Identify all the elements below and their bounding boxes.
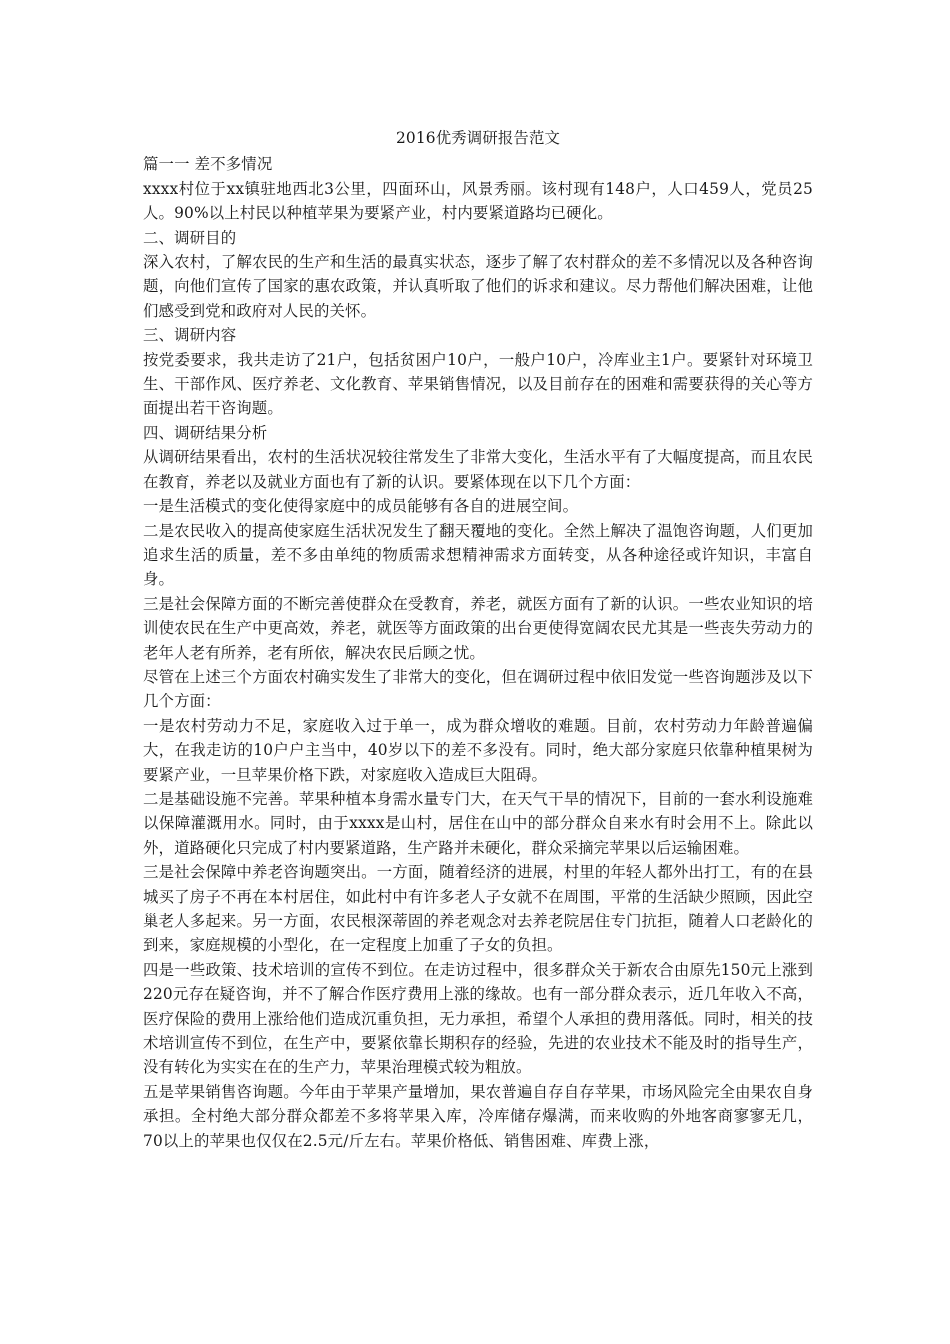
paragraph: 按党委要求，我共走访了21户，包括贫困户10户，一般户10户，冷库业主1户。要紧针对环境卫生、干部作风、医疗养老、文化教育、苹果销售情况，以及目前存在的困难和需要获得的关心等方面提出若干咨询题。 (143, 350, 813, 418)
paragraph: 二是基础设施不完善。苹果种植本身需水量专门大，在天气干旱的情况下，目前的一套水利设施难以保障灌溉用水。同时，由于xxxx是山村，居住在山中的部分群众自来水有时会用不上。除此以外，道路硬化只完成了村内要紧道路，生产路并未硬化，群众采摘完苹果以后运输困难。 (143, 789, 813, 857)
section-heading-content: 三、调研内容 (143, 326, 237, 345)
section-heading-purpose: 二、调研目的 (143, 228, 237, 247)
paragraph: 三是社会保障中养老咨询题突出。一方面，随着经济的进展，村里的年轻人都外出打工，有的在县城买了房子不再在本村居住，如此村中有许多老人子女就不在周围，平常的生活缺少照顾，因此空巢老人多起来。另一方面，农民根深蒂固的养老观念对去养老院居住专门抗拒，随着人口老龄化的到来，家庭规模的小型化，在一定程度上加重了子女的负担。 (143, 863, 813, 955)
paragraph: 一是生活模式的变化使得家庭中的成员能够有各自的进展空间。 (143, 497, 579, 516)
paragraph: xxxx村位于xx镇驻地西北3公里，四面环山，风景秀丽。该村现有148户，人口459人，党员25人。90%以上村民以种植苹果为要紧产业，村内要紧道路均已硬化。 (143, 179, 813, 223)
document-page (143, 126, 813, 1153)
paragraph: 三是社会保障方面的不断完善使群众在受教育，养老，就医方面有了新的认识。一些农业知识的培训使农民在生产中更高效，养老，就医等方面政策的出台更使得宽阔农民尤其是一些丧失劳动力的老年人老有所养，老有所依，解决农民后顾之忧。 (143, 594, 813, 662)
paragraph: 从调研结果看出，农村的生活状况较往常发生了非常大变化，生活水平有了大幅度提高，而且农民在教育，养老以及就业方面也有了新的认识。要紧体现在以下几个方面： (143, 448, 813, 491)
paragraph: 二是农民收入的提高使家庭生活状况发生了翻天覆地的变化。全然上解决了温饱咨询题，人们更加追求生活的质量，差不多由单纯的物质需求想精神需求方面转变，从各种途径或许知识，丰富自身。 (143, 521, 813, 589)
paragraph: 一是农村劳动力不足，家庭收入过于单一，成为群众增收的难题。目前，农村劳动力年龄普遍偏大，在我走访的10户户主当中，40岁以下的差不多没有。同时，绝大部分家庭只依靠种植果树为要紧产业，一旦苹果价格下跌，对家庭收入造成巨大阻碍。 (143, 716, 813, 784)
section-heading-analysis: 四、调研结果分析 (143, 423, 268, 442)
paragraph: 深入农村，了解农民的生产和生活的最真实状态，逐步了解了农村群众的差不多情况以及各种咨询题，向他们宣传了国家的惠农政策，并认真听取了他们的诉求和建议。尽力帮他们解决困难，让他们感受到党和政府对人民的关怀。 (143, 253, 813, 320)
paragraph: 尽管在上述三个方面农村确实发生了非常大的变化，但在调研过程中依旧发觉一些咨询题涉及以下几个方面： (143, 667, 813, 711)
paragraph: 五是苹果销售咨询题。今年由于苹果产量增加，果农普遍自存自存苹果，市场风险完全由果农自身承担。全村绝大部分群众都差不多将苹果入库，冷库储存爆满，而来收购的外地客商寥寥无几，70以上的苹果也仅仅在2.5元/斤左右。苹果价格低、销售困难、库费上涨， (143, 1082, 813, 1150)
section-heading-basic: 篇一一 差不多情况 (143, 155, 273, 174)
paragraph: 四是一些政策、技术培训的宣传不到位。在走访过程中，很多群众关于新农合由原先150元上涨到220元存在疑咨询，并不了解合作医疗费用上涨的缘故。也有一部分群众表示，近几年收入不高，医疗保险的费用上涨给他们造成沉重负担，无力承担，希望个人承担的费用落低。同时，相关的技术培训宣传不到位，在生产中，要紧依靠长期积存的经验，先进的农业技术不能及时的指导生产，没有转化为实实在在的生产力，苹果治理模式较为粗放。 (143, 960, 813, 1077)
document-title: 2016优秀调研报告范文 (395, 129, 561, 147)
